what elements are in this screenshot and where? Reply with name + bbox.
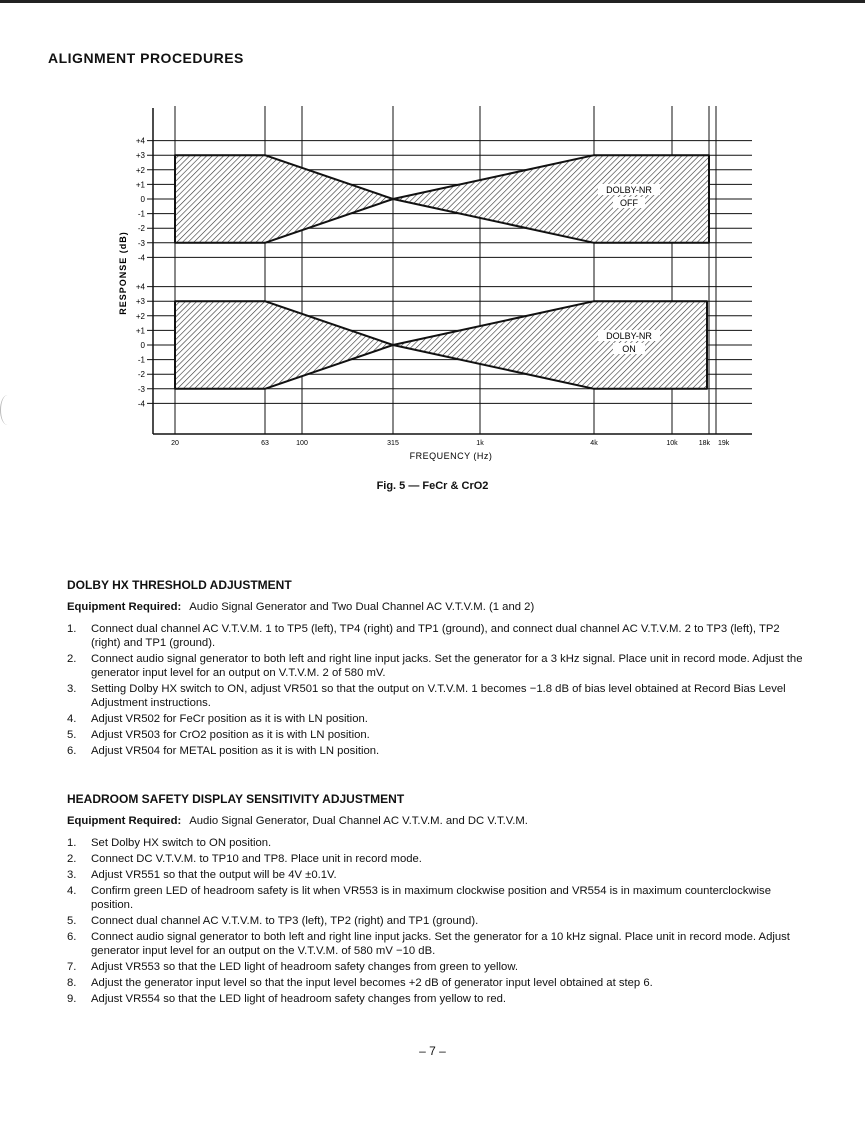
step-number: 8. <box>67 977 77 989</box>
y-tick-label: -4 <box>137 399 145 409</box>
tolerance-band-low <box>175 155 393 243</box>
step-number: 1. <box>67 837 77 849</box>
step-text: Connect audio signal generator to both left and right line input jacks. Set the generator for a 10 kHz signal. Place unit in record mode. Adjust generator input level for an output on the V.T.V.M. of 580 mV −10 dB. <box>91 931 790 957</box>
step-text: Connect dual channel AC V.T.V.M. 1 to TP5 (left), TP4 (right) and TP1 (ground), and connect dual channel AC V.T.V.M. 2 to TP3 (left), TP2 (right) and TP1 (ground). <box>91 623 780 649</box>
y-tick-label: -3 <box>137 238 145 248</box>
step-item <box>67 976 807 990</box>
step-text: Adjust VR504 for METAL position as it is with LN position. <box>91 745 380 757</box>
x-tick-label: 63 <box>261 440 269 447</box>
y-tick-label: -1 <box>137 209 145 219</box>
y-tick-label: +3 <box>135 297 145 307</box>
equipment-value: Audio Signal Generator and Two Dual Channel AC V.T.V.M. (1 and 2) <box>189 601 535 613</box>
equipment-required <box>67 814 807 828</box>
page-number: – 7 – <box>419 1044 446 1058</box>
x-tick-label: 19k <box>718 440 730 447</box>
y-tick-label: +1 <box>135 180 145 190</box>
y-tick-label: -2 <box>137 370 145 380</box>
step-item <box>67 852 807 866</box>
step-item <box>67 960 807 974</box>
step-number: 4. <box>67 885 77 897</box>
equipment-value: Audio Signal Generator, Dual Channel AC V.T.V.M. and DC V.T.V.M. <box>189 815 528 827</box>
x-tick-label: 20 <box>171 440 179 447</box>
step-text: Connect audio signal generator to both left and right line input jacks. Set the generator for a 3 kHz signal. Place unit in record mode. Adjust the generator input level for an output on V.T.V.M. 2 of 580 mV. <box>91 653 803 679</box>
step-number: 6. <box>67 745 77 757</box>
figure-caption: Fig. 5 — FeCr & CrO2 <box>376 480 489 492</box>
step-number: 5. <box>67 729 77 741</box>
step-number: 4. <box>67 713 77 725</box>
step-text: Connect dual channel AC V.T.V.M. to TP3 (left), TP2 (right) and TP1 (ground). <box>91 915 479 927</box>
step-text: Set Dolby HX switch to ON position. <box>91 837 272 849</box>
panel-label: OFF <box>620 198 638 208</box>
step-item <box>67 992 807 1006</box>
x-tick-label: 315 <box>387 440 399 447</box>
x-tick-label: 4k <box>590 440 598 447</box>
steps-list <box>67 622 807 758</box>
step-text: Adjust the generator input level so that the input level becomes +2 dB of generator input level obtained at step 6. <box>91 977 653 989</box>
section-headroom-safety <box>67 792 807 1006</box>
step-text: Adjust VR551 so that the output will be 4V ±0.1V. <box>91 869 337 881</box>
step-number: 3. <box>67 683 77 695</box>
page-heading: ALIGNMENT PROCEDURES <box>48 50 244 66</box>
panel-label: ON <box>622 344 636 354</box>
equipment-label: Equipment Required: <box>67 601 182 613</box>
step-item <box>67 914 807 928</box>
section-title: DOLBY HX THRESHOLD ADJUSTMENT <box>67 578 292 592</box>
y-tick-label: -4 <box>137 253 145 263</box>
x-tick-label: 1k <box>476 440 484 447</box>
y-tick-label: +3 <box>135 151 145 161</box>
steps-list <box>67 836 807 1006</box>
step-text: Setting Dolby HX switch to ON, adjust VR501 so that the output on V.T.V.M. 1 becomes −1.8 dB of bias level obtained at Record Bias Level Adjustment instructions. <box>91 683 786 709</box>
step-item <box>67 744 807 758</box>
procedures-body <box>67 578 807 1058</box>
x-axis-title: FREQUENCY (Hz) <box>409 451 493 461</box>
step-item <box>67 836 807 850</box>
x-tick-label: 18k <box>698 440 710 447</box>
step-number: 5. <box>67 915 77 927</box>
panel-label: DOLBY-NR <box>606 185 652 195</box>
x-tick-label: 10k <box>666 440 678 447</box>
step-item <box>67 884 807 912</box>
y-tick-label: +1 <box>135 326 145 336</box>
step-text: Confirm green LED of headroom safety is lit when VR553 is in maximum clockwise position and VR554 is in maximum counterclockwise position. <box>91 885 771 911</box>
y-tick-label: 0 <box>140 341 145 350</box>
y-tick-label: +2 <box>135 165 145 175</box>
y-tick-label: +2 <box>135 311 145 321</box>
section-dolby-hx <box>67 578 807 758</box>
step-number: 1. <box>67 623 77 635</box>
y-tick-label: +4 <box>135 136 145 146</box>
step-text: Adjust VR553 so that the LED light of headroom safety changes from green to yellow. <box>91 961 519 973</box>
step-item <box>67 682 807 710</box>
step-text: Adjust VR502 for FeCr position as it is with LN position. <box>91 713 368 725</box>
y-tick-label: -2 <box>137 224 145 234</box>
step-item <box>67 652 807 680</box>
section-title: HEADROOM SAFETY DISPLAY SENSITIVITY ADJUSTMENT <box>67 792 405 806</box>
x-tick-label: 100 <box>296 440 308 447</box>
frequency-response-chart <box>0 0 865 470</box>
y-axis-title: RESPONSE (dB) <box>118 231 128 315</box>
step-item <box>67 622 807 650</box>
step-text: Adjust VR554 so that the LED light of headroom safety changes from yellow to red. <box>91 993 507 1005</box>
tolerance-band-high <box>393 155 709 243</box>
step-number: 3. <box>67 869 77 881</box>
panel-label: DOLBY-NR <box>606 331 652 341</box>
equipment-required <box>67 600 807 614</box>
y-tick-label: -3 <box>137 384 145 394</box>
step-number: 9. <box>67 993 77 1005</box>
step-text: Connect DC V.T.V.M. to TP10 and TP8. Place unit in record mode. <box>91 853 422 865</box>
y-tick-label: +4 <box>135 282 145 292</box>
step-item <box>67 868 807 882</box>
tolerance-band-low <box>175 301 393 389</box>
y-tick-label: 0 <box>140 195 145 204</box>
y-tick-label: -1 <box>137 355 145 365</box>
step-number: 2. <box>67 853 77 865</box>
step-item <box>67 728 807 742</box>
step-number: 2. <box>67 653 77 665</box>
step-number: 6. <box>67 931 77 943</box>
step-number: 7. <box>67 961 77 973</box>
tolerance-band-high <box>393 301 707 389</box>
step-item <box>67 930 807 958</box>
equipment-label: Equipment Required: <box>67 815 182 827</box>
step-item <box>67 712 807 726</box>
step-text: Adjust VR503 for CrO2 position as it is with LN position. <box>91 729 370 741</box>
